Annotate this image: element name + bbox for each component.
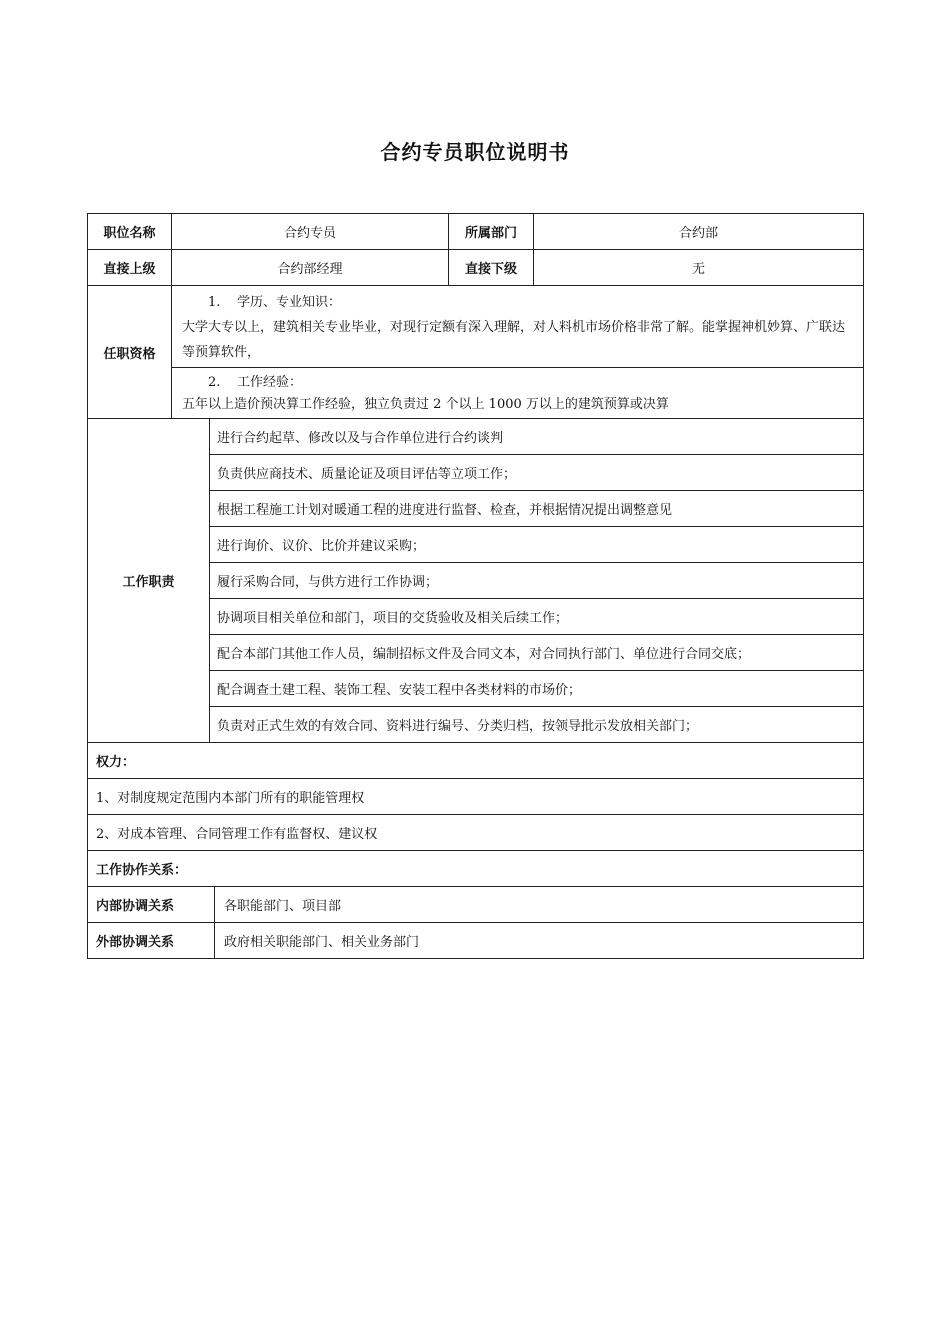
qualification-text: 五年以上造价预决算工作经验，独立负责过 2 个以上 1000 万以上的建筑预算或决算: [182, 397, 669, 412]
duties-label: 工作职责: [88, 419, 210, 743]
qualification-row-1: [88, 286, 864, 368]
power-header-row: [88, 743, 864, 779]
reporting-row: [88, 250, 864, 286]
power-row: [88, 815, 864, 851]
duty-item: 根据工程施工计划对暖通工程的进度进行监督、检查，并根据情况提出调整意见: [210, 491, 864, 527]
qualification-text: 大学大专以上，建筑相关专业毕业，对现行定额有深入理解，对人料机市场价格非常了解。能掌握神机妙算、广联达等预算软件，: [182, 320, 846, 360]
position-label: 职位名称: [88, 214, 172, 250]
qualification-experience: [172, 368, 864, 419]
internal-coordination-label: 内部协调关系: [88, 887, 215, 923]
power-row: [88, 779, 864, 815]
duty-item: 履行采购合同，与供方进行工作协调；: [210, 563, 864, 599]
power-item: 1、对制度规定范围内本部门所有的职能管理权: [88, 779, 864, 815]
position-row: [88, 214, 864, 250]
subordinate-label: 直接下级: [449, 250, 534, 286]
position-value: 合约专员: [172, 214, 449, 250]
department-value: 合约部: [534, 214, 864, 250]
duty-item: 进行询价、议价、比价并建议采购；: [210, 527, 864, 563]
duty-item: 配合调查土建工程、装饰工程、安装工程中各类材料的市场价；: [210, 671, 864, 707]
superior-value: 合约部经理: [172, 250, 449, 286]
duty-item: 协调项目相关单位和部门，项目的交货验收及相关后续工作；: [210, 599, 864, 635]
qualification-heading: 1. 学历、专业知识：: [208, 295, 341, 310]
external-coordination-value: 政府相关职能部门、相关业务部门: [215, 923, 864, 959]
power-label: 权力：: [88, 743, 864, 779]
qualification-label: 任职资格: [88, 286, 172, 419]
duty-item: 负责对正式生效的有效合同、资料进行编号、分类归档，按领导批示发放相关部门；: [210, 707, 864, 743]
qualification-row-2: [88, 368, 864, 419]
duty-item: 配合本部门其他工作人员，编制招标文件及合同文本，对合同执行部门、单位进行合同交底；: [210, 635, 864, 671]
internal-coordination-value: 各职能部门、项目部: [215, 887, 864, 923]
subordinate-value: 无: [534, 250, 864, 286]
duty-item: 负责供应商技术、质量论证及项目评估等立项工作；: [210, 455, 864, 491]
page-title: 合约专员职位说明书: [380, 140, 570, 164]
superior-label: 直接上级: [88, 250, 172, 286]
cooperation-header-row: [88, 851, 864, 887]
job-description-table: [87, 213, 864, 959]
duty-row: [88, 419, 864, 455]
external-coordination-label: 外部协调关系: [88, 923, 215, 959]
cooperation-label: 工作协作关系：: [88, 851, 864, 887]
power-item: 2、对成本管理、合同管理工作有监督权、建议权: [88, 815, 864, 851]
department-label: 所属部门: [449, 214, 534, 250]
internal-coordination-row: [88, 887, 864, 923]
external-coordination-row: [88, 923, 864, 959]
qualification-education: [172, 286, 864, 368]
qualification-heading: 2. 工作经验：: [208, 375, 302, 390]
duty-item: 进行合约起草、修改以及与合作单位进行合约谈判: [210, 419, 864, 455]
